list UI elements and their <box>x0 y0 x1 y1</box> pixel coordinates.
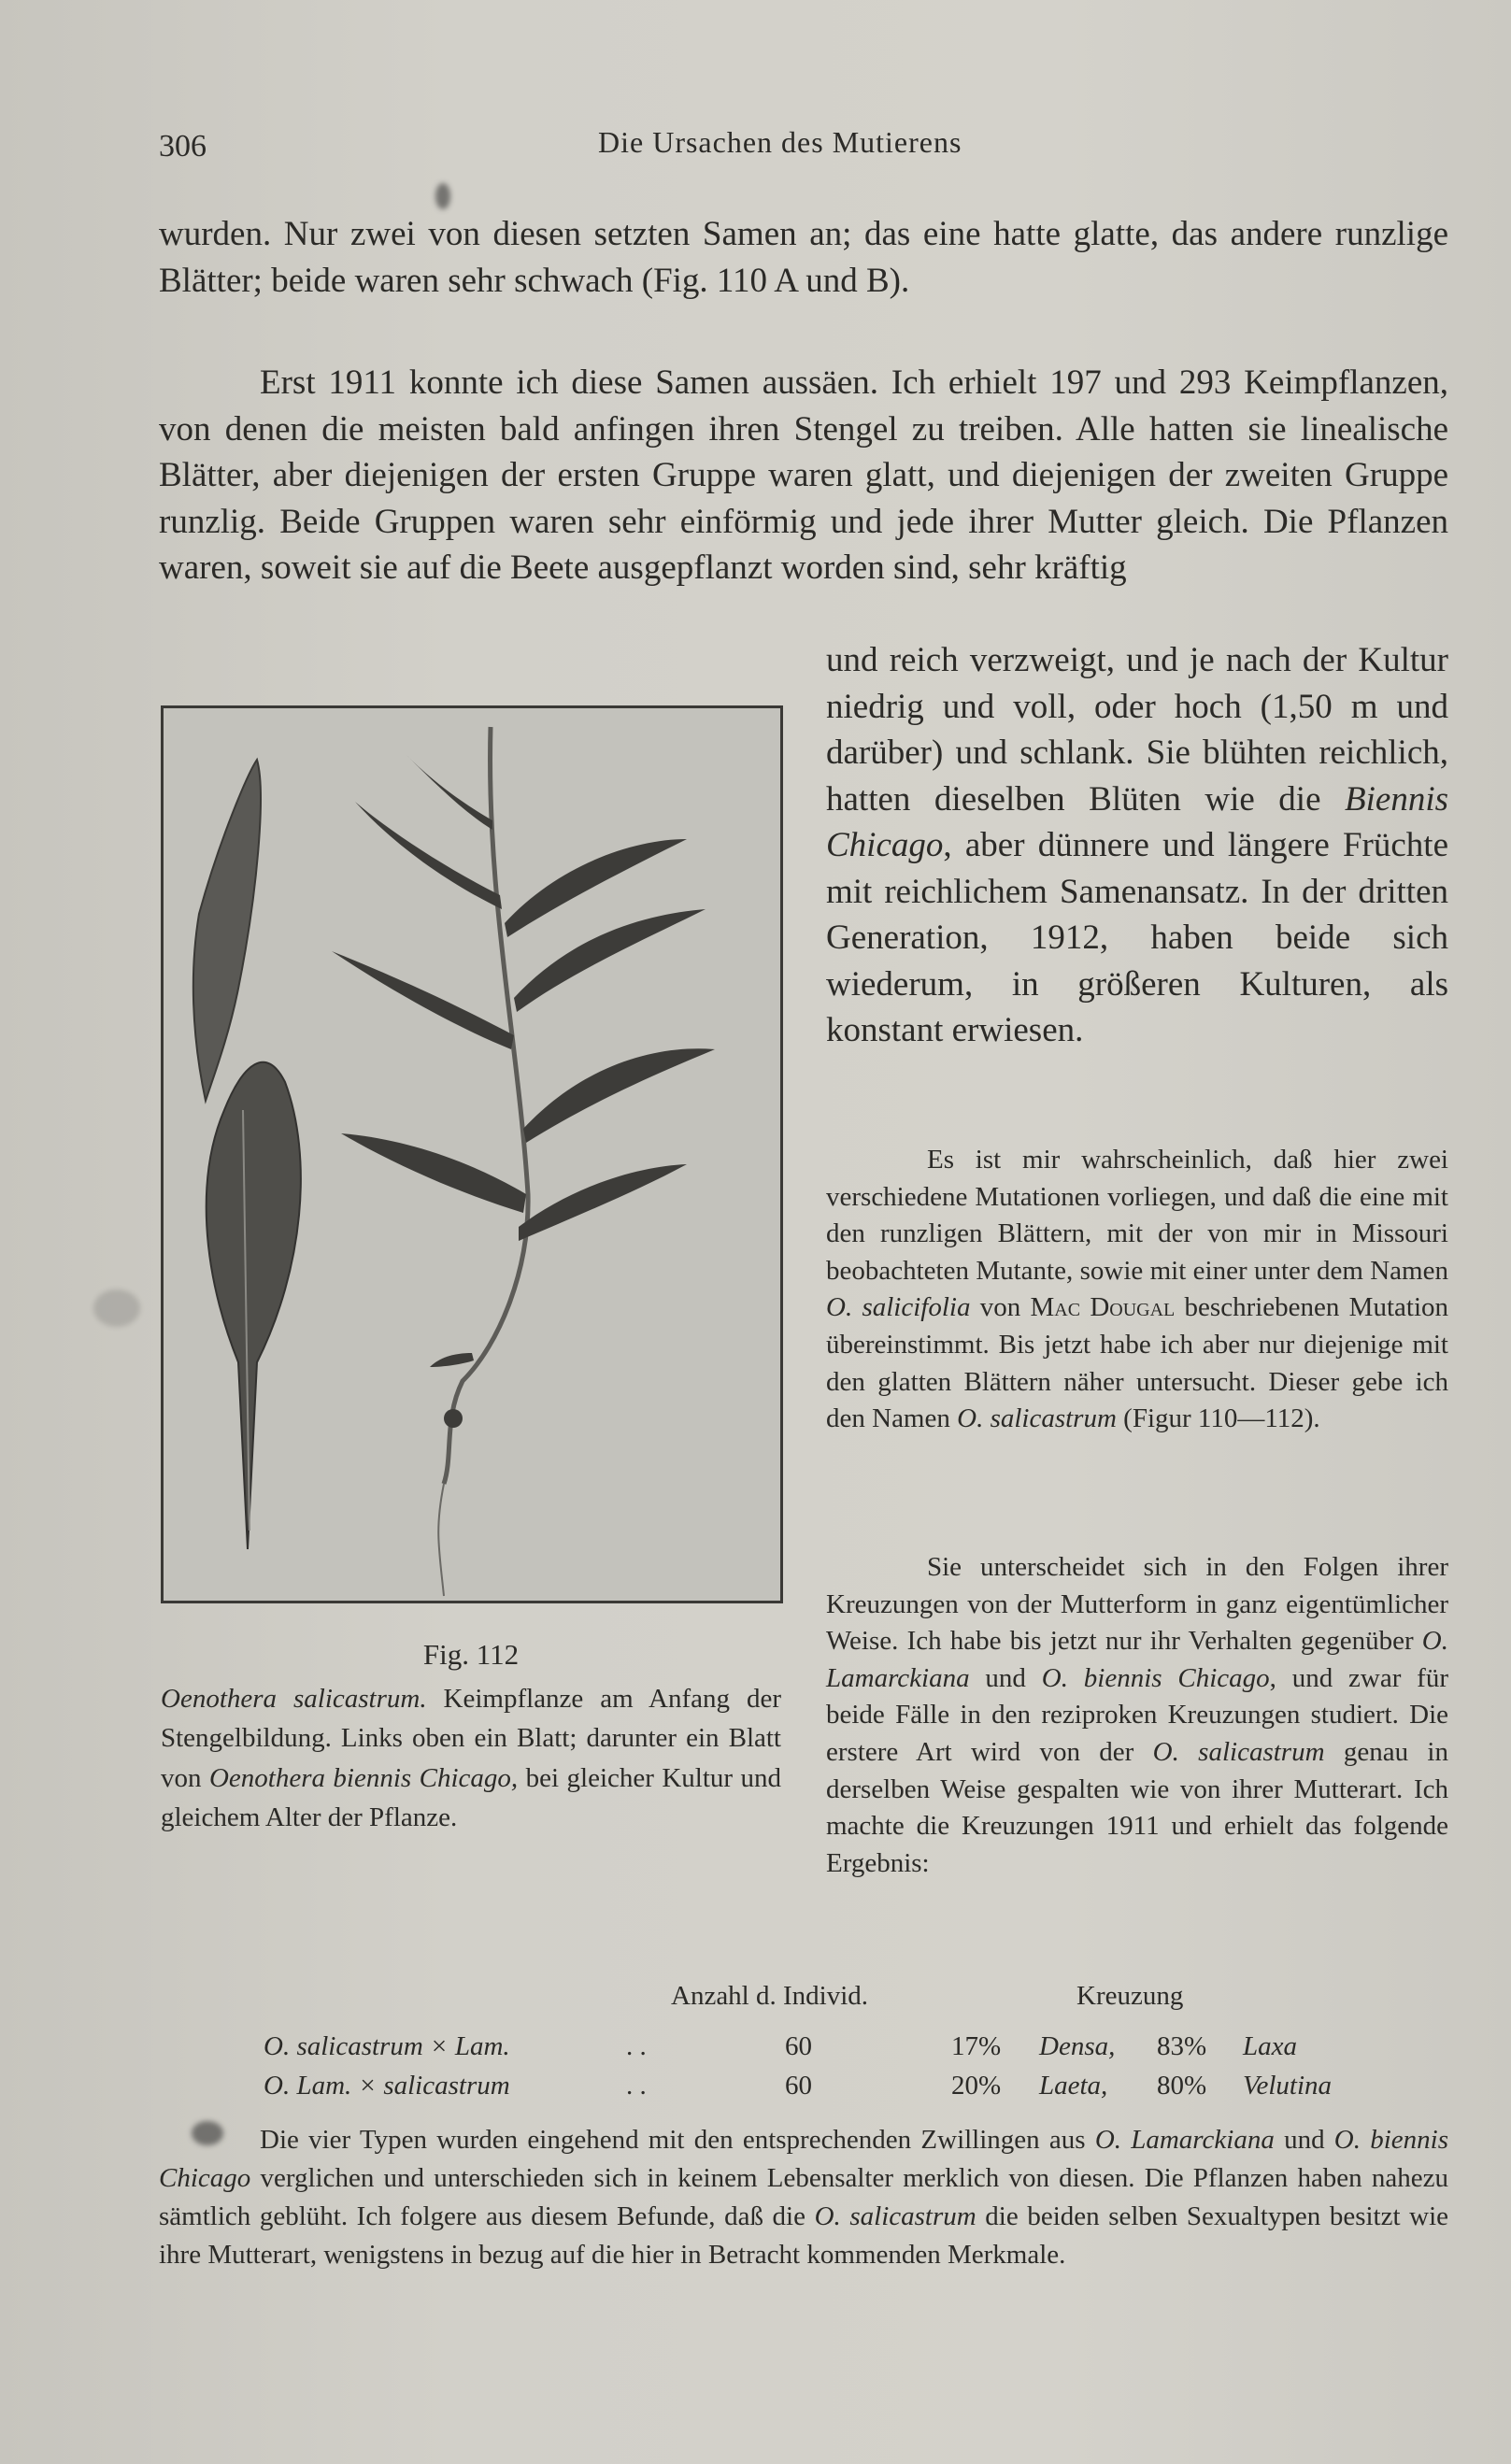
row-cross: O. salicastrum × Lam. <box>264 2031 510 2061</box>
row-dots: . . <box>626 2071 647 2101</box>
row-pct-2: 83% <box>1157 2031 1207 2061</box>
caption-text <box>161 1679 781 1838</box>
closing-text-c: verglichen und unterschieden sich in keinem Lebensalter merklich von diesen. Die Pflanzen haben nahezu sämtlich geblüht. Ich folgere aus diesem Befunde, daß die <box>159 2163 1448 2231</box>
paragraph-3-author: Mac Dougal <box>1030 1292 1176 1323</box>
caption-text-b: bei gleicher Kultur und gleichem Alter der Pflanze. <box>161 1762 782 1832</box>
paragraph-4-italic-2: O. biennis Chicago <box>1041 1662 1270 1693</box>
ink-smudge <box>435 183 450 209</box>
row-count: 60 <box>785 2031 812 2061</box>
figure-plant-photo <box>161 705 783 1603</box>
figure-label: Fig. 112 <box>422 1638 520 1671</box>
row-type-1: Laeta, <box>1039 2071 1108 2101</box>
caption-text-a: Keimpflanze am Anfang der Stengelbildung. Links oben ein Blatt; darunter ein Blatt von <box>161 1683 782 1793</box>
paragraph-3-text-c: beschriebenen Mutation übereinstimmt. Bis jetzt habe ich aber nur diejenige mit den glatten Blättern näher untersucht. Dieser gebe ich den Namen <box>826 1292 1448 1434</box>
table-row <box>159 2071 1448 2112</box>
table-row <box>159 2031 1448 2072</box>
closing-paragraph <box>159 2121 1448 2274</box>
paragraph-3 <box>826 1142 1448 1438</box>
paragraph-2-text-b: , aber dünnere und längere Früchte mit reichlichem Samenansatz. In der dritten Generation, 1912, haben beide sich wiederum, in größeren Kulturen, als konstant erwiesen. <box>826 826 1448 1049</box>
table-header-count: Anzahl d. Individ. <box>671 1981 869 2011</box>
caption-species: Oenothera salicastrum. <box>161 1683 427 1714</box>
row-type-2: Velutina <box>1243 2071 1333 2101</box>
paragraph-4-italic-1: O. Lamarckiana <box>826 1626 1448 1693</box>
row-cross: O. Lam. × salicastrum <box>264 2071 510 2101</box>
cotyledon-node <box>444 1409 463 1428</box>
paragraph-2-italic: Biennis Chicago <box>826 779 1449 864</box>
row-pct-1: 20% <box>951 2071 1002 2101</box>
paragraph-1: wurden. Nur zwei von diesen setzten Samen an; das eine hatte glatte, das andere runzlige Blätter; beide waren sehr schwach (Fig. 110 A und B). <box>159 215 1448 300</box>
closing-italic-3: O. salicastrum <box>814 2201 976 2231</box>
row-pct-2: 80% <box>1157 2071 1207 2101</box>
running-title: Die Ursachen des Mutierens <box>598 125 962 159</box>
row-pct-1: 17% <box>951 2031 1002 2061</box>
closing-italic-1: O. Lamarckiana <box>1094 2125 1275 2155</box>
paragraph-3-italic-2: O. salicastrum <box>957 1403 1117 1434</box>
paragraph-2-continued <box>826 637 1448 1054</box>
page-header <box>159 125 1448 176</box>
row-type-1: Densa, <box>1039 2031 1116 2061</box>
ink-smudge <box>192 2121 223 2145</box>
closing-italic-2: O. biennis Chicago <box>159 2125 1448 2193</box>
paragraph-3-text-b: von <box>979 1292 1021 1323</box>
paragraph-2: Erst 1911 konnte ich diese Samen aussäen. Ich erhielt 197 und 293 Keimpflanzen, von denen die meisten bald anfingen ihren Stengel zu treiben. Alle hatten sie linealische Blätter, aber diejenigen der ersten Gruppe waren glatt, und diejenigen der zweiten Gruppe runzlig. Beide Gruppen waren sehr einförmig und jede ihrer Mutter gleich. Die Pflanzen waren, soweit sie auf die Beete ausgepflanzt worden sind, sehr kräftig <box>159 363 1448 587</box>
paragraph-4-text-d: genau in derselben Weise gespalten wie von ihrer Mutterart. Ich machte die Kreuzungen 1911 und erhielt das folgende Ergebnis: <box>826 1736 1448 1878</box>
paragraph-4-text-a: Sie unterscheidet sich in den Folgen ihrer Kreuzungen von der Mutterform in ganz eigentümlicher Weise. Ich habe bis jetzt nur ihr Verhalten gegenüber <box>826 1552 1448 1657</box>
paragraph-4-text-c: , und zwar für beide Fälle in den reziproken Kreuzungen studiert. Die erstere Art wird von der <box>826 1662 1448 1767</box>
closing-text-a: Die vier Typen wurden eingehend mit den entsprechenden Zwillingen aus <box>260 2125 1086 2155</box>
ink-smudge <box>93 1289 140 1327</box>
caption-species-2: Oenothera biennis Chicago, <box>208 1762 519 1793</box>
paragraph-2-text-a: und reich verzweigt, und je nach der Kultur niedrig und voll, oder hoch (1,50 m und darüber) und schlank. Sie blühten reichlich, hatten dieselben Blüten wie die <box>826 641 1448 819</box>
row-type-2: Laxa <box>1243 2031 1297 2061</box>
figure-caption <box>161 1635 781 1838</box>
row-count: 60 <box>785 2071 812 2101</box>
row-dots: . . <box>626 2031 647 2061</box>
closing-text-b: und <box>1284 2125 1325 2155</box>
paragraph-4 <box>826 1549 1448 1882</box>
paragraph-4-text-b: und <box>985 1662 1026 1693</box>
paragraph-4-italic-3: O. salicastrum <box>1152 1736 1325 1767</box>
paragraph-3-text-a: Es ist mir wahrscheinlich, daß hier zwei verschiedene Mutationen vorliegen, und daß die eine mit den runzligen Blättern, mit der von mir in Missouri beobachteten Mutante, sowie mit einer unter dem Namen <box>826 1145 1448 1286</box>
paragraph-3-italic-1: O. salicifolia <box>826 1292 971 1323</box>
plant-illustration <box>164 708 780 1601</box>
closing-text-d: die beiden selben Sexualtypen besitzt wie ihre Mutterart, wenigstens in bezug auf die hier in Betracht kommenden Merkmale. <box>159 2201 1448 2270</box>
page-number: 306 <box>159 129 207 164</box>
table-header-cross: Kreuzung <box>1076 1981 1184 2011</box>
paragraph-3-text-d: (Figur 110—112). <box>1123 1403 1320 1434</box>
